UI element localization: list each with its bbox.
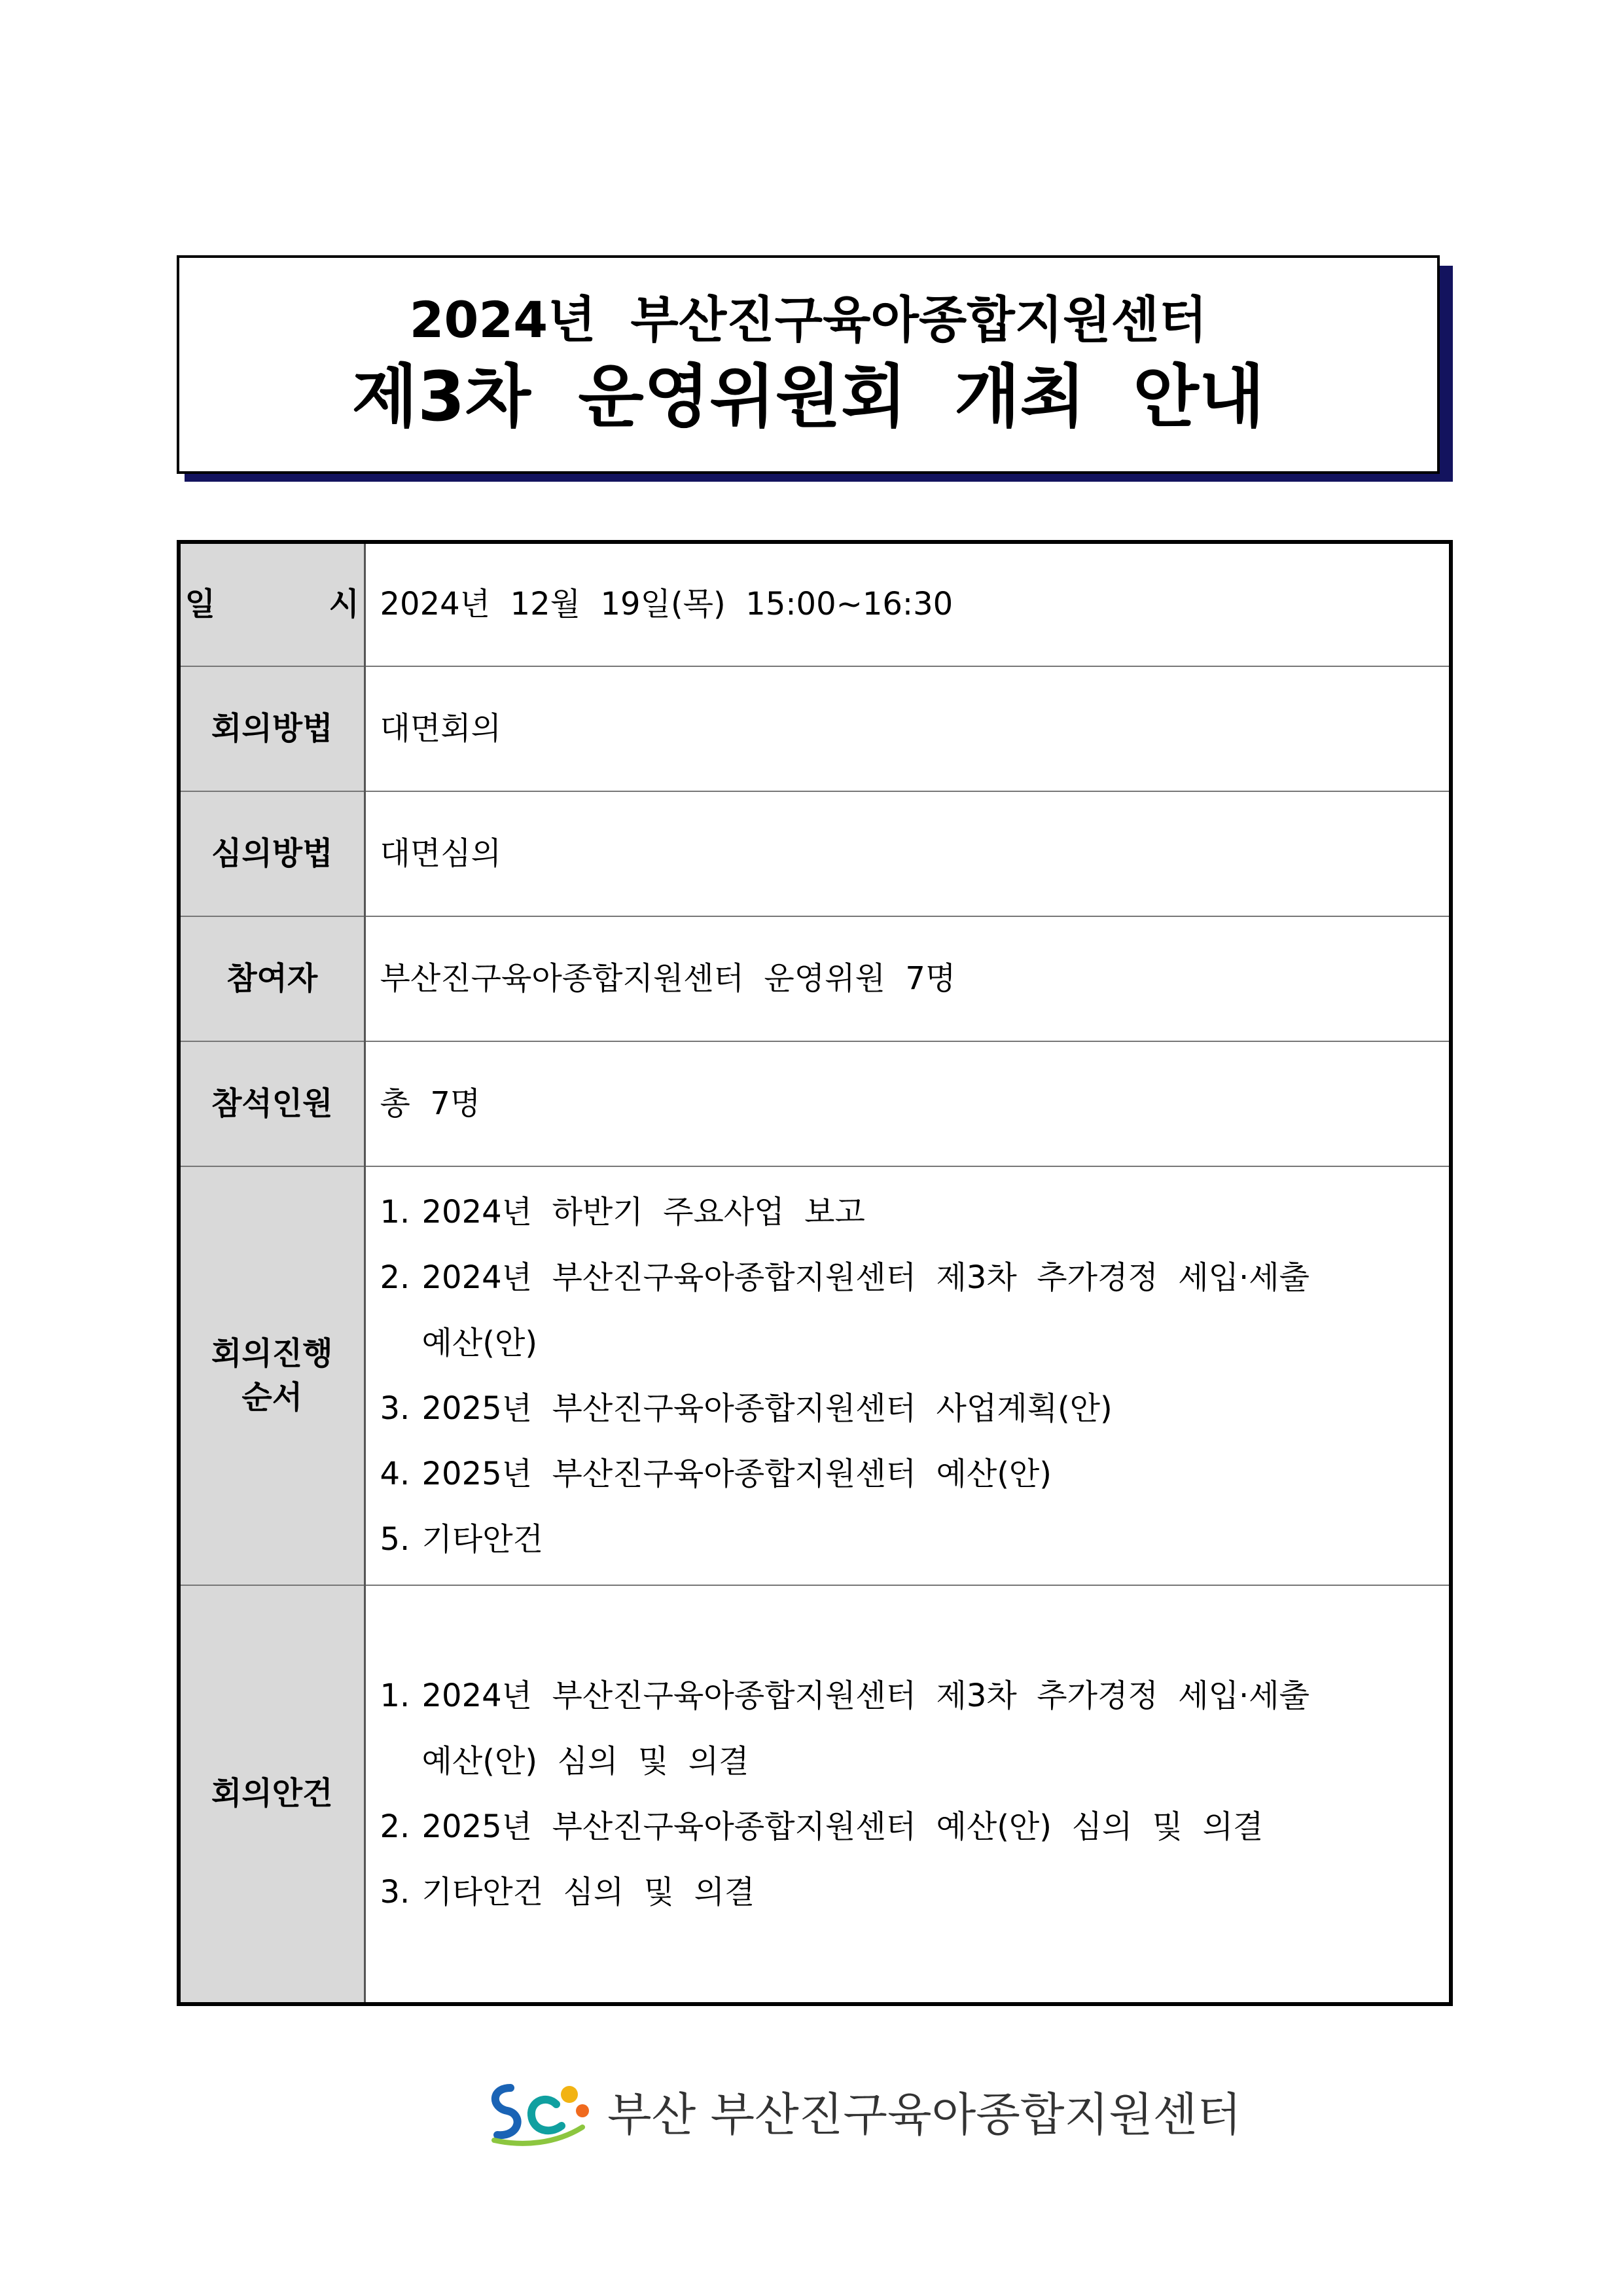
list-item: 1. 2024년 부산진구육아종합지원센터 제3차 추가경정 세입·세출 예산(안) 심의 및 의결 <box>380 1677 1310 1780</box>
meeting-info-table <box>177 540 1453 2006</box>
row-meeting-method <box>179 666 1451 791</box>
list-item: 1. 2024년 하반기 주요사업 보고 <box>380 1194 865 1230</box>
row-agenda <box>179 1585 1451 2004</box>
row-meeting-order <box>179 1166 1451 1585</box>
label-agenda: 회의안건 <box>179 1585 365 2004</box>
title-main: 제3차 운영위원회 개최 안내 <box>351 356 1265 437</box>
value-participants: 부산진구육아종합지원센터 운영위원 7명 <box>365 916 1451 1041</box>
label-datetime: 일 시 <box>179 542 365 666</box>
title-frame <box>177 255 1440 474</box>
value-meeting-order <box>365 1166 1451 1585</box>
list-item: 3. 2025년 부산진구육아종합지원센터 사업계획(안) <box>380 1390 1113 1427</box>
row-participants <box>179 916 1451 1041</box>
row-review-method <box>179 791 1451 916</box>
label-meeting-method: 회의방법 <box>179 666 365 791</box>
list-item: 4. 2025년 부산진구육아종합지원센터 예산(안) <box>380 1456 1052 1492</box>
busan-logo-icon <box>484 2075 596 2147</box>
value-review-method: 대면심의 <box>365 791 1451 916</box>
list-item: 2. 2025년 부산진구육아종합지원센터 예산(안) 심의 및 의결 <box>380 1808 1264 1845</box>
footer-org-name: 부산 부산진구육아종합지원센터 <box>607 2087 1241 2142</box>
footer-logo <box>484 2075 1241 2147</box>
meeting-order-list <box>380 1179 1450 1572</box>
title-org: 2024년 부산진구육아종합지원센터 <box>409 291 1207 349</box>
value-meeting-method: 대면회의 <box>365 666 1451 791</box>
label-meeting-order <box>179 1166 365 1585</box>
value-attendance: 총 7명 <box>365 1041 1451 1166</box>
list-item: 5. 기타안건 <box>380 1521 543 1558</box>
value-agenda <box>365 1585 1451 2004</box>
agenda-list <box>380 1663 1450 1925</box>
label-meeting-order-line2: 순서 <box>241 1379 303 1416</box>
row-attendance <box>179 1041 1451 1166</box>
label-attendance: 참석인원 <box>179 1041 365 1166</box>
label-review-method: 심의방법 <box>179 791 365 916</box>
row-datetime <box>179 542 1451 666</box>
value-datetime: 2024년 12월 19일(목) 15:00~16:30 <box>365 542 1451 666</box>
label-participants: 참여자 <box>179 916 365 1041</box>
list-item: 3. 기타안건 심의 및 의결 <box>380 1874 755 1910</box>
title-box <box>177 255 1446 483</box>
label-meeting-order-line1: 회의진행 <box>211 1335 333 1372</box>
list-item: 2. 2024년 부산진구육아종합지원센터 제3차 추가경정 세입·세출 예산(안) <box>380 1259 1310 1361</box>
